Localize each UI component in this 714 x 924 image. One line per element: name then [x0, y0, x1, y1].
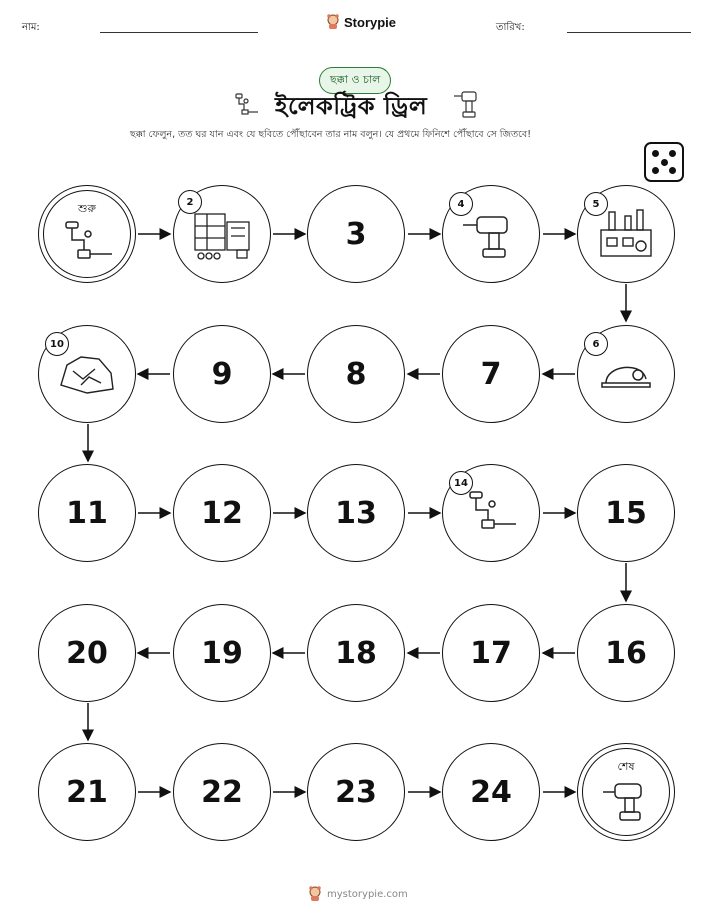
board-cell-12[interactable] — [173, 464, 271, 562]
factory-icon — [595, 206, 657, 262]
cell-number: 15 — [605, 495, 647, 531]
board-cell-19[interactable] — [173, 604, 271, 702]
start-label: শুরু — [78, 202, 96, 215]
cordless-drill-icon — [452, 90, 480, 120]
cordless-drill-icon — [461, 207, 521, 261]
board-cell-8[interactable] — [307, 325, 405, 423]
footer — [308, 886, 408, 902]
date-line[interactable] — [567, 32, 691, 33]
board-cell-16[interactable] — [577, 604, 675, 702]
board-cell-24[interactable] — [442, 743, 540, 841]
cell-number: 19 — [201, 635, 243, 671]
board-cell-start[interactable] — [38, 185, 136, 283]
instructions-text: ছক্কা ফেলুন, তত ঘর যান এবং যে ছবিতে পৌঁছাবেন তার নাম বলুন। যে প্রথমে ফিনিশে পৌঁছাবে সে জিতবে! — [130, 129, 532, 140]
cell-number-badge: 5 — [584, 192, 608, 216]
board-cell-23[interactable] — [307, 743, 405, 841]
board-cell-13[interactable] — [307, 464, 405, 562]
board-cell-22[interactable] — [173, 743, 271, 841]
board-cell-20[interactable] — [38, 604, 136, 702]
board-cell-18[interactable] — [307, 604, 405, 702]
cell-number: 20 — [66, 635, 108, 671]
cell-number: 21 — [66, 774, 108, 810]
cell-number: 18 — [335, 635, 377, 671]
cell-number: 23 — [335, 774, 377, 810]
cell-number: 12 — [201, 495, 243, 531]
cell-number-badge: 2 — [178, 190, 202, 214]
cell-number: 7 — [480, 356, 502, 392]
cell-number-badge: 14 — [449, 471, 473, 495]
name-label: নাম: — [22, 22, 40, 33]
rock-icon — [57, 351, 117, 397]
brand-name: Storypie — [344, 14, 397, 30]
board-cell-7[interactable] — [442, 325, 540, 423]
board-cell-21[interactable] — [38, 743, 136, 841]
cell-number: 9 — [211, 356, 233, 392]
cell-number: 8 — [345, 356, 367, 392]
game-type-badge: ছক্কা ও চাল — [319, 67, 391, 94]
cell-number: 24 — [470, 774, 512, 810]
storypie-mascot-icon — [326, 14, 340, 30]
finish-label: শেষ — [617, 760, 635, 773]
board-cell-3[interactable] — [307, 185, 405, 283]
storypie-mascot-icon — [308, 886, 322, 902]
dice-icon[interactable] — [644, 142, 684, 182]
name-line[interactable] — [100, 32, 258, 33]
cell-number: 22 — [201, 774, 243, 810]
hand-drill-icon — [232, 92, 260, 118]
cell-number: 13 — [335, 495, 377, 531]
footer-url[interactable]: mystorypie.com — [327, 888, 408, 900]
cordless-drill-icon — [601, 778, 651, 824]
cell-number-badge: 10 — [45, 332, 69, 356]
hand-drill-icon — [464, 490, 518, 536]
board-cell-17[interactable] — [442, 604, 540, 702]
cell-number-badge: 4 — [449, 192, 473, 216]
board-cell-finish[interactable] — [577, 743, 675, 841]
date-label: তারিখ: — [496, 22, 525, 33]
board-cell-9[interactable] — [173, 325, 271, 423]
construction-building-icon — [187, 204, 257, 264]
brand-logo — [326, 14, 396, 30]
cell-number: 17 — [470, 635, 512, 671]
cell-number: 16 — [605, 635, 647, 671]
cell-number: 11 — [66, 495, 108, 531]
hand-drill-icon — [60, 220, 114, 266]
cell-number: 3 — [345, 216, 367, 252]
cell-number-badge: 6 — [584, 332, 608, 356]
board-cell-15[interactable] — [577, 464, 675, 562]
board-cell-11[interactable] — [38, 464, 136, 562]
page-title: ইলেকট্রিক ড্রিল — [275, 92, 428, 120]
hard-hat-icon — [598, 353, 654, 395]
